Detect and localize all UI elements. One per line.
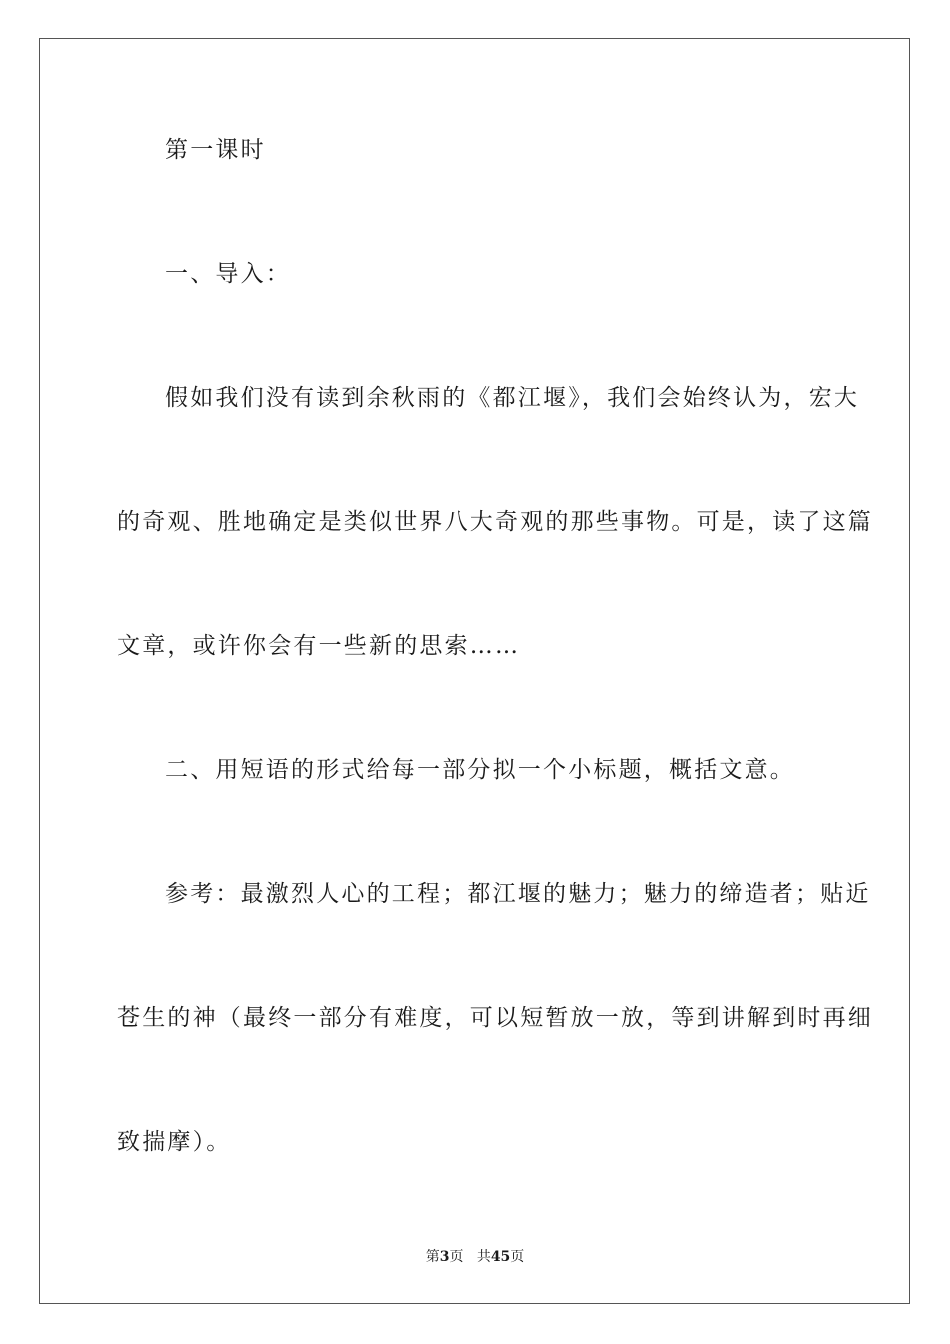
paragraph-line: 参考：最激烈人心的工程；都江堰的魅力；魅力的缔造者；贴近 xyxy=(165,881,871,907)
total-prefix: 共 xyxy=(476,1249,491,1265)
total-pages: 45 xyxy=(490,1249,511,1265)
page-prefix: 第 xyxy=(425,1249,440,1265)
paragraph-line: 假如我们没有读到余秋雨的《都江堰》，我们会始终认为，宏大 xyxy=(165,385,860,411)
page-footer xyxy=(0,1248,950,1266)
paragraph-line: 文章，或许你会有一些新的思索…… xyxy=(117,633,521,659)
paragraph-line: 苍生的神（最终一部分有难度，可以短暂放一放，等到讲解到时再细 xyxy=(117,1005,873,1031)
page-number: 3 xyxy=(439,1249,450,1265)
page-border xyxy=(39,38,910,1304)
paragraph-line: 致揣摩）。 xyxy=(117,1129,232,1155)
total-suffix: 页 xyxy=(510,1249,525,1265)
section-heading-intro: 一、导入： xyxy=(165,261,291,287)
section-heading-subtitles: 二、用短语的形式给每一部分拟一个小标题，概括文意。 xyxy=(165,757,795,783)
paragraph-line: 的奇观、胜地确定是类似世界八大奇观的那些事物。可是，读了这篇 xyxy=(117,509,873,535)
lesson-heading: 第一课时 xyxy=(165,137,266,163)
page-suffix: 页 xyxy=(449,1249,464,1265)
